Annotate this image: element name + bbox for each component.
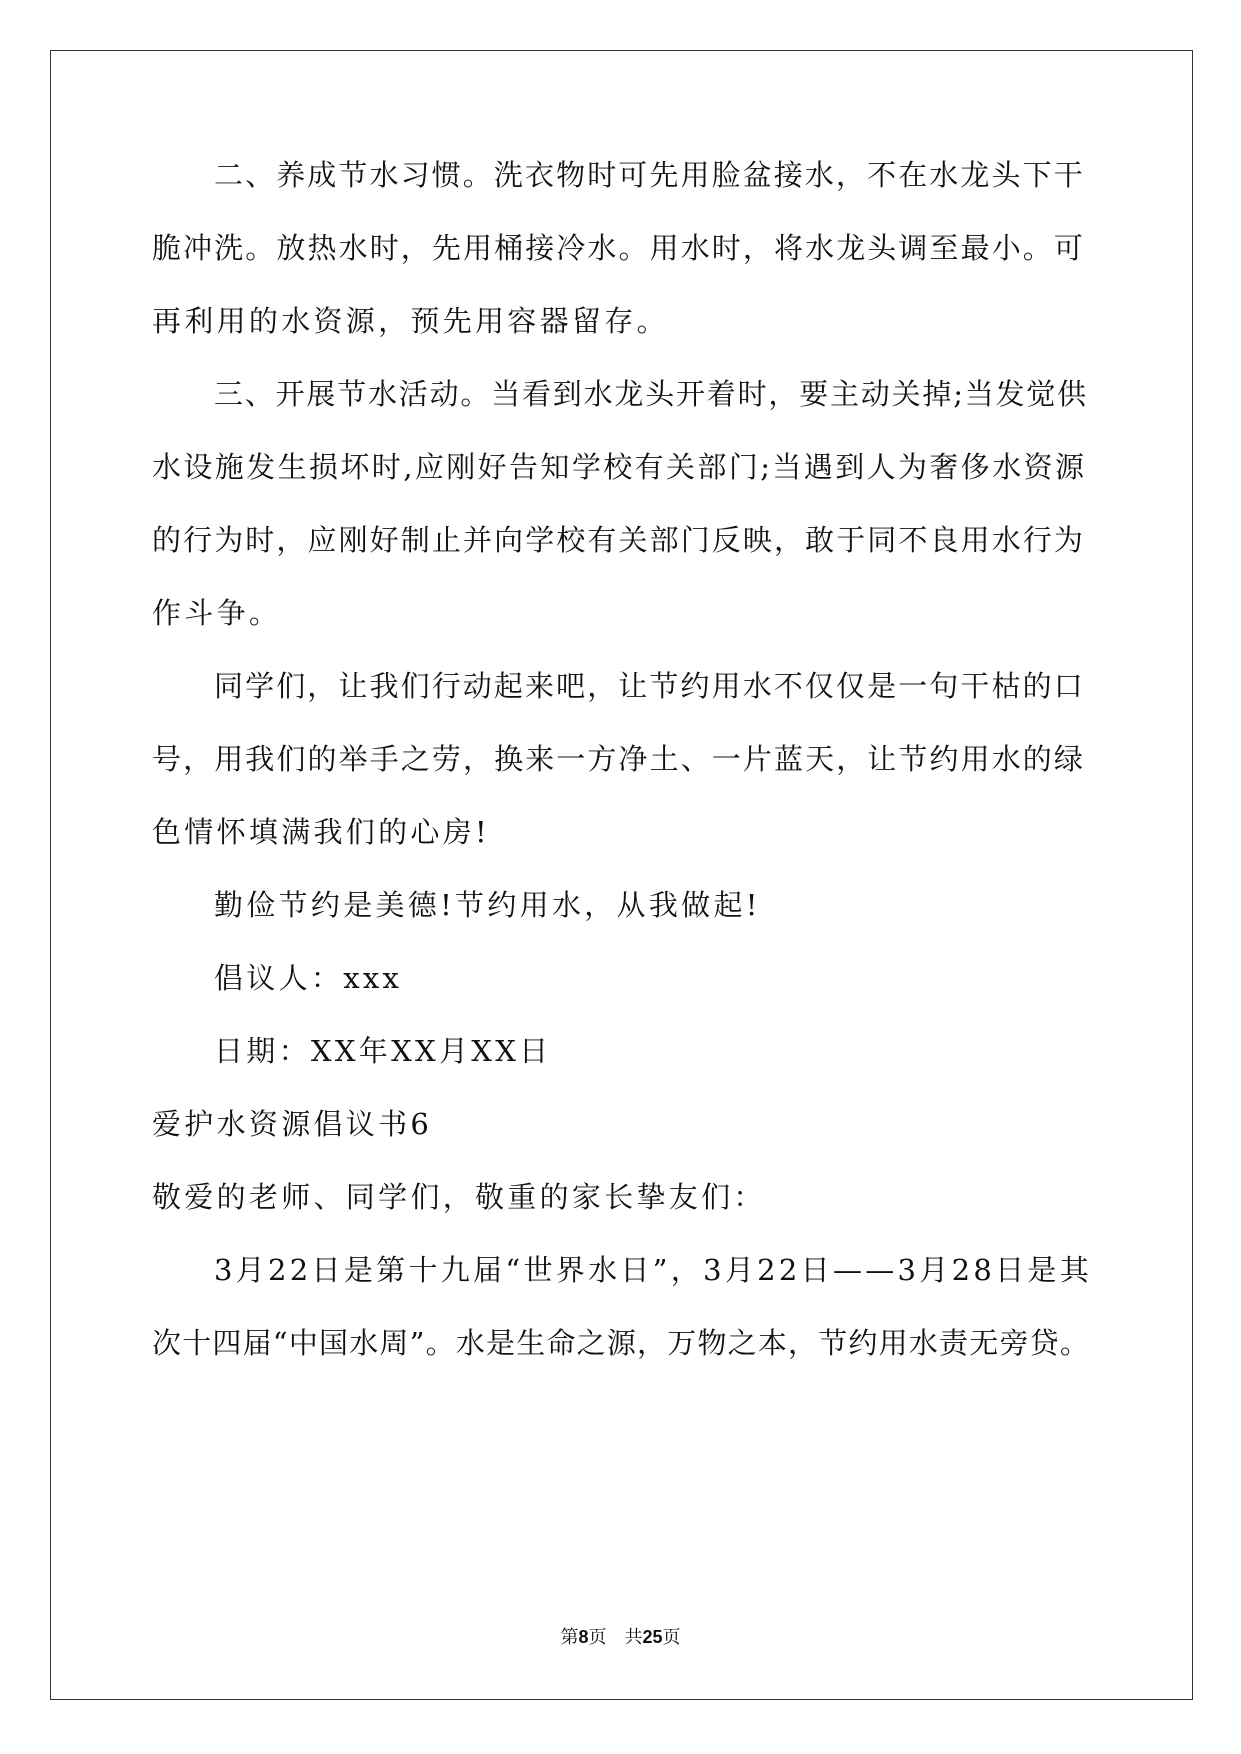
text-line: 3月22日是第十九届“世界水日”，3月22日——3月28日是其 <box>214 1253 1093 1287</box>
text-line: 勤俭节约是美德!节约用水，从我做起! <box>214 888 761 922</box>
text-line: 的行为时，应刚好制止并向学校有关部门反映，敢于同不良用水行为 <box>152 523 1086 557</box>
section-title: 爱护水资源倡议书6 <box>152 1107 433 1141</box>
text-line: 色情怀填满我们的心房! <box>152 815 490 849</box>
text-line: 再利用的水资源，预先用容器留存。 <box>152 304 669 338</box>
text-line: 三、开展节水活动。当看到水龙头开着时，要主动关掉;当发觉供 <box>214 377 1088 411</box>
footer-page-suffix: 页 <box>588 1627 607 1648</box>
text-line: 同学们，让我们行动起来吧，让节约用水不仅仅是一句干枯的口 <box>214 669 1085 703</box>
footer-total-suffix: 页 <box>662 1627 681 1648</box>
total-pages-number: 25 <box>642 1627 663 1647</box>
text-line: 作斗争。 <box>152 596 282 630</box>
footer-prefix: 第 <box>560 1627 579 1648</box>
text-line: 次十四届“中国水周”。水是生命之源，万物之本，节约用水责无旁贷。 <box>152 1326 1091 1360</box>
signer-line: 倡议人：xxx <box>214 961 403 995</box>
page-footer <box>0 1625 1241 1650</box>
salutation: 敬爱的老师、同学们，敬重的家长挚友们： <box>152 1180 766 1214</box>
current-page-number: 8 <box>578 1627 589 1647</box>
text-line: 二、养成节水习惯。洗衣物时可先用脸盆接水，不在水龙头下干 <box>214 158 1085 192</box>
text-line: 水设施发生损坏时,应刚好告知学校有关部门;当遇到人为奢侈水资源 <box>152 450 1087 484</box>
footer-total-prefix: 共 <box>624 1627 643 1648</box>
date-line: 日期：XX年XX月XX日 <box>214 1034 552 1068</box>
text-line: 号，用我们的举手之劳，换来一方净土、一片蓝天，让节约用水的绿 <box>152 742 1086 776</box>
text-line: 脆冲洗。放热水时，先用桶接冷水。用水时，将水龙头调至最小。可 <box>152 231 1086 265</box>
page-border <box>50 50 1193 1700</box>
